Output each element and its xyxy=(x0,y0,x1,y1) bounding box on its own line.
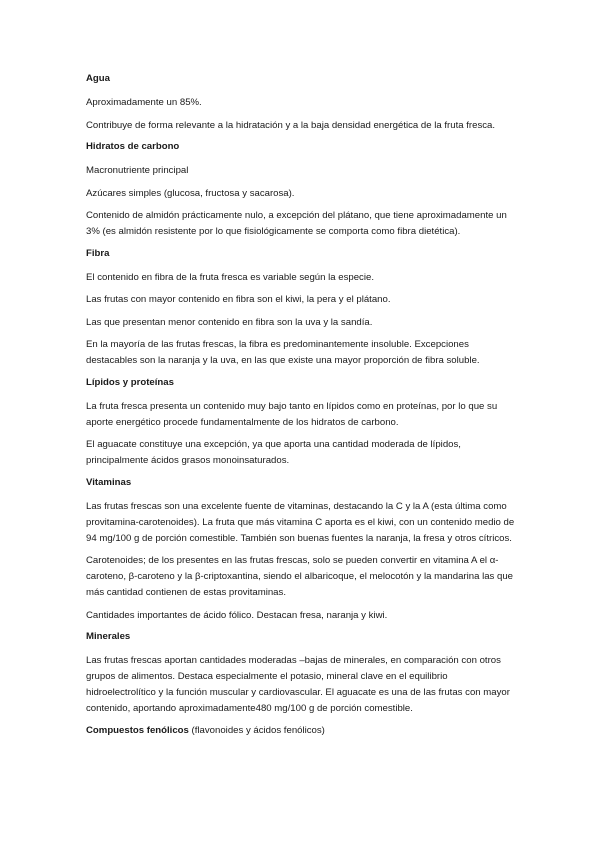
section-heading: Lípidos y proteínas xyxy=(86,376,174,388)
section-heading: Vitaminas xyxy=(86,476,132,488)
document-page xyxy=(86,72,516,747)
section-vitaminas xyxy=(86,476,516,624)
paragraph: Contenido de almidón prácticamente nulo, a excepción del plátano, que tiene aproximadamente un 3% (es almidón resistente por lo que fisiológicamente se comporta como fibra dietética). xyxy=(86,210,507,237)
paragraph: Las frutas con mayor contenido en fibra son el kiwi, la pera y el plátano. xyxy=(86,294,391,305)
section-minerales xyxy=(86,630,516,717)
section-agua xyxy=(86,72,516,134)
section-heading: Fibra xyxy=(86,247,110,259)
paragraph: Las que presentan menor contenido en fibra son la uva y la sandía. xyxy=(86,316,373,328)
paragraph: Cantidades importantes de ácido fólico. Destacan fresa, naranja y kiwi. xyxy=(86,609,388,621)
paragraph: La fruta fresca presenta un contenido muy bajo tanto en lípidos como en proteínas, por lo que su aporte energético procede fundamentalmente de los hidratos de carbono. xyxy=(86,400,498,428)
paragraph: Las frutas frescas aportan cantidades moderadas –bajas de minerales, en comparación con otros grupos de alimentos. Destaca especialmente el potasio, mineral clave en el equilibrio hidroelectrolítico y la función muscular y cardiovascular. El aguacate es una de las frutas con mayor contenido, aportando aproximadamente480 mg/100 g de porción comestible. xyxy=(86,655,510,714)
section-fibra xyxy=(86,247,516,370)
paragraph: Macronutriente principal xyxy=(86,165,189,176)
paragraph: El contenido en fibra de la fruta fresca es variable según la especie. xyxy=(86,271,374,283)
section-heading: Agua xyxy=(86,73,110,84)
section-heading-compuestos xyxy=(86,724,516,738)
section-heading: Hidratos de carbono xyxy=(86,141,180,152)
section-lipidos xyxy=(86,376,516,470)
section-heading: Minerales xyxy=(86,631,131,642)
paragraph: Azúcares simples (glucosa, fructosa y sacarosa). xyxy=(86,187,295,199)
paragraph: Aproximadamente un 85%. xyxy=(86,97,202,108)
paragraph: Contribuye de forma relevante a la hidratación y a la baja densidad energética de la fruta fresca. xyxy=(86,119,496,131)
heading-light-part: (flavonoides y ácidos fenólicos) xyxy=(188,724,325,736)
paragraph: Las frutas frescas son una excelente fuente de vitaminas, destacando la C y la A (esta última como provitamina-carotenoides). La fruta que más vitamina C aporta es el kiwi, con un contenido medio de 94 mg/100 g de porción comestible. También son buenas fuentes la naranja, la fresa y otros cítricos. xyxy=(86,500,515,544)
paragraph: El aguacate constituye una excepción, ya que aporta una cantidad moderada de lípidos, principalmente ácidos grasos monoinsaturados. xyxy=(86,439,461,466)
section-hidratos xyxy=(86,140,516,240)
paragraph: Carotenoides; de los presentes en las frutas frescas, solo se pueden convertir en vitamina A el α-caroteno, β-caroteno y la β-criptoxantina, siendo el albaricoque, el melocotón y la mandarina las que más cantidad contienen de estas provitaminas. xyxy=(86,555,514,598)
paragraph: En la mayoría de las frutas frescas, la fibra es predominantemente insoluble. Excepciones destacables son la naranja y la uva, en las que existe una mayor proporción de fibra soluble. xyxy=(86,339,480,366)
heading-bold-part: Compuestos fenólicos xyxy=(86,724,189,736)
